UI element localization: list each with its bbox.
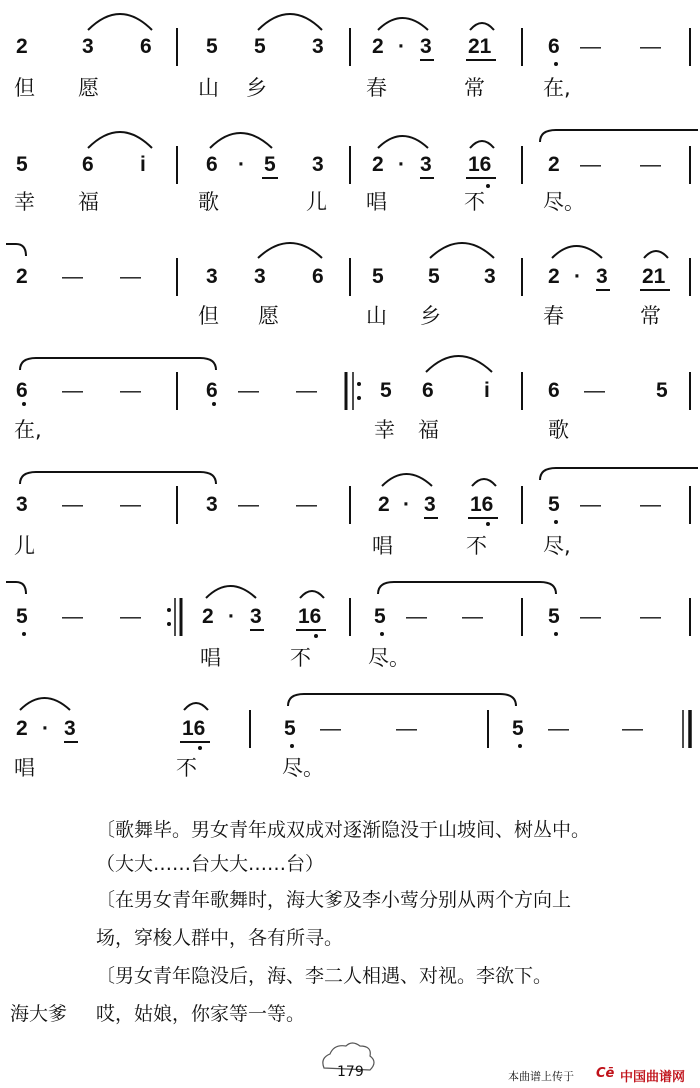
slur bbox=[378, 136, 428, 148]
note: 5 bbox=[512, 717, 524, 740]
dash: — bbox=[62, 379, 83, 402]
dash: — bbox=[120, 493, 141, 516]
lyric: 乡 bbox=[246, 76, 267, 100]
note-dot: · bbox=[398, 153, 405, 176]
lyric: 尽。 bbox=[368, 646, 410, 670]
note: 5 bbox=[284, 717, 296, 740]
slur bbox=[382, 474, 432, 486]
note: 16 bbox=[470, 493, 494, 516]
slur bbox=[378, 18, 428, 30]
dash: — bbox=[584, 379, 605, 402]
note-dot: · bbox=[228, 605, 235, 628]
note: i bbox=[140, 153, 146, 176]
tie bbox=[540, 130, 698, 142]
note: 6 bbox=[140, 35, 152, 58]
note: 6 bbox=[422, 379, 434, 402]
dash: — bbox=[120, 379, 141, 402]
low-octave-dot bbox=[486, 184, 490, 188]
note: 6 bbox=[16, 379, 28, 402]
dash: — bbox=[238, 493, 259, 516]
slur bbox=[430, 243, 494, 258]
note: 16 bbox=[182, 717, 206, 740]
slur bbox=[206, 586, 256, 598]
low-octave-dot bbox=[380, 632, 384, 636]
tie bbox=[540, 468, 698, 480]
dash: — bbox=[580, 605, 601, 628]
low-octave-dot bbox=[554, 632, 558, 636]
dash: — bbox=[238, 379, 259, 402]
lyric: 春 bbox=[543, 304, 564, 328]
dash: — bbox=[296, 493, 317, 516]
dash: — bbox=[640, 153, 661, 176]
note: 16 bbox=[298, 605, 322, 628]
note: 2 bbox=[548, 153, 560, 176]
lyric: 歌 bbox=[548, 418, 569, 442]
stage-direction: 〔歌舞毕。男女青年成双成对逐渐隐没于山坡间、树丛中。 bbox=[96, 819, 591, 841]
tie bbox=[20, 358, 216, 370]
note: 6 bbox=[548, 35, 560, 58]
dash: — bbox=[580, 493, 601, 516]
slur bbox=[210, 133, 272, 148]
note: 5 bbox=[428, 265, 440, 288]
speaker-name: 海大爹 bbox=[10, 1003, 68, 1025]
repeat-dot bbox=[357, 396, 361, 400]
note: 5 bbox=[548, 493, 560, 516]
note: 21 bbox=[468, 35, 492, 58]
note: 2 bbox=[372, 35, 384, 58]
lyric: 不 bbox=[464, 190, 485, 214]
dash: — bbox=[296, 379, 317, 402]
note: 3 bbox=[206, 493, 218, 516]
slur bbox=[20, 698, 70, 710]
note: 6 bbox=[206, 153, 218, 176]
note: 5 bbox=[380, 379, 392, 402]
tie bbox=[6, 244, 26, 256]
lyric: 幸 bbox=[14, 190, 35, 214]
dash: — bbox=[120, 265, 141, 288]
tie bbox=[378, 582, 556, 594]
note: 5 bbox=[16, 153, 28, 176]
dash: — bbox=[640, 35, 661, 58]
lyric: 尽。 bbox=[543, 190, 585, 214]
lyric: 在, bbox=[14, 418, 42, 442]
lyric: 常 bbox=[464, 76, 485, 100]
dash: — bbox=[640, 605, 661, 628]
dash: — bbox=[640, 493, 661, 516]
slur bbox=[300, 591, 324, 598]
note: 2 bbox=[16, 35, 28, 58]
lyric: 儿 bbox=[306, 190, 327, 214]
lyric: 不 bbox=[466, 534, 487, 558]
tie bbox=[20, 472, 216, 484]
note: 3 bbox=[82, 35, 94, 58]
low-octave-dot bbox=[486, 522, 490, 526]
note: 3 bbox=[484, 265, 496, 288]
lyric: 愿 bbox=[258, 304, 279, 328]
note: 3 bbox=[424, 493, 436, 516]
lyric: 儿 bbox=[14, 534, 35, 558]
slur bbox=[184, 703, 208, 710]
low-octave-dot bbox=[22, 402, 26, 406]
slur bbox=[644, 251, 668, 258]
lyric: 唱 bbox=[200, 646, 221, 670]
slur bbox=[88, 132, 152, 148]
low-octave-dot bbox=[554, 520, 558, 524]
note: 5 bbox=[254, 35, 266, 58]
lyric: 福 bbox=[78, 190, 99, 214]
note: 21 bbox=[642, 265, 666, 288]
lyric: 尽, bbox=[543, 534, 571, 558]
lyric: 春 bbox=[366, 76, 387, 100]
lyric: 但 bbox=[198, 304, 219, 328]
note: 5 bbox=[548, 605, 560, 628]
lyric: 常 bbox=[640, 304, 661, 328]
note: i bbox=[484, 379, 490, 402]
repeat-dot bbox=[167, 608, 171, 612]
slur bbox=[470, 141, 494, 148]
note: 6 bbox=[206, 379, 218, 402]
dash: — bbox=[406, 605, 427, 628]
low-octave-dot bbox=[554, 62, 558, 66]
dash: — bbox=[622, 717, 643, 740]
lyric: 歌 bbox=[198, 190, 219, 214]
low-octave-dot bbox=[290, 744, 294, 748]
tie bbox=[288, 694, 516, 706]
slur bbox=[88, 14, 152, 30]
dash: — bbox=[462, 605, 483, 628]
low-octave-dot bbox=[314, 634, 318, 638]
dash: — bbox=[396, 717, 417, 740]
low-octave-dot bbox=[518, 744, 522, 748]
sound-cue: （大大……台大大……台） bbox=[96, 853, 325, 875]
note-dot: · bbox=[42, 717, 49, 740]
low-octave-dot bbox=[22, 632, 26, 636]
note: 5 bbox=[206, 35, 218, 58]
note: 3 bbox=[420, 153, 432, 176]
note: 3 bbox=[596, 265, 608, 288]
lyric: 唱 bbox=[14, 756, 35, 780]
page-number: 179 bbox=[337, 1064, 364, 1080]
lyric: 乡 bbox=[420, 304, 441, 328]
dash: — bbox=[62, 265, 83, 288]
slur bbox=[426, 356, 492, 372]
slur bbox=[472, 479, 496, 486]
lyric: 在, bbox=[543, 76, 571, 100]
note: 2 bbox=[548, 265, 560, 288]
repeat-dot bbox=[357, 382, 361, 386]
stage-direction: 场，穿梭人群中，各有所寻。 bbox=[96, 927, 344, 949]
dash: — bbox=[548, 717, 569, 740]
lyric: 愿 bbox=[78, 76, 99, 100]
note: 3 bbox=[312, 35, 324, 58]
dash: — bbox=[580, 153, 601, 176]
stage-direction: 〔在男女青年歌舞时，海大爹及李小莺分别从两个方向上 bbox=[96, 889, 572, 911]
dash: — bbox=[320, 717, 341, 740]
dash: — bbox=[120, 605, 141, 628]
slur bbox=[258, 14, 322, 30]
dash: — bbox=[62, 493, 83, 516]
note: 5 bbox=[374, 605, 386, 628]
note-dot: · bbox=[398, 35, 405, 58]
note: 3 bbox=[16, 493, 28, 516]
note: 2 bbox=[378, 493, 390, 516]
slur bbox=[258, 243, 322, 258]
note: 2 bbox=[202, 605, 214, 628]
note: 3 bbox=[64, 717, 76, 740]
site-name[interactable]: 中国曲谱网 bbox=[620, 1070, 686, 1085]
low-octave-dot bbox=[198, 746, 202, 750]
lyric: 不 bbox=[290, 646, 311, 670]
low-octave-dot bbox=[212, 402, 216, 406]
lyric: 幸 bbox=[374, 418, 395, 442]
note: 2 bbox=[16, 265, 28, 288]
site-logo-mark: Cē bbox=[596, 1066, 615, 1081]
slur bbox=[470, 23, 494, 30]
note-dot: · bbox=[574, 265, 581, 288]
note: 16 bbox=[468, 153, 492, 176]
dash: — bbox=[580, 35, 601, 58]
repeat-dot bbox=[167, 622, 171, 626]
note: 3 bbox=[312, 153, 324, 176]
slur bbox=[552, 246, 602, 258]
stage-direction: 〔男女青年隐没后，海、李二人相遇、对视。李欲下。 bbox=[96, 965, 553, 987]
note: 5 bbox=[656, 379, 668, 402]
lyric: 唱 bbox=[372, 534, 393, 558]
lyric: 但 bbox=[14, 76, 35, 100]
note: 2 bbox=[16, 717, 28, 740]
note: 5 bbox=[16, 605, 28, 628]
dash: — bbox=[62, 605, 83, 628]
lyric: 山 bbox=[198, 76, 219, 100]
note: 3 bbox=[420, 35, 432, 58]
upload-caption: 本曲谱上传于 bbox=[508, 1070, 574, 1083]
note: 5 bbox=[372, 265, 384, 288]
note: 3 bbox=[206, 265, 218, 288]
note: 6 bbox=[312, 265, 324, 288]
note: 2 bbox=[372, 153, 384, 176]
tie bbox=[6, 582, 26, 594]
note: 3 bbox=[254, 265, 266, 288]
note: 5 bbox=[264, 153, 276, 176]
note: 3 bbox=[250, 605, 262, 628]
dialogue-line: 哎，姑娘，你家等一等。 bbox=[96, 1003, 306, 1025]
lyric: 尽。 bbox=[282, 756, 324, 780]
lyric: 唱 bbox=[366, 190, 387, 214]
note: 6 bbox=[82, 153, 94, 176]
note-dot: · bbox=[238, 153, 245, 176]
lyric: 不 bbox=[176, 756, 197, 780]
note: 6 bbox=[548, 379, 560, 402]
lyric: 山 bbox=[366, 304, 387, 328]
note-dot: · bbox=[403, 493, 410, 516]
lyric: 福 bbox=[418, 418, 439, 442]
